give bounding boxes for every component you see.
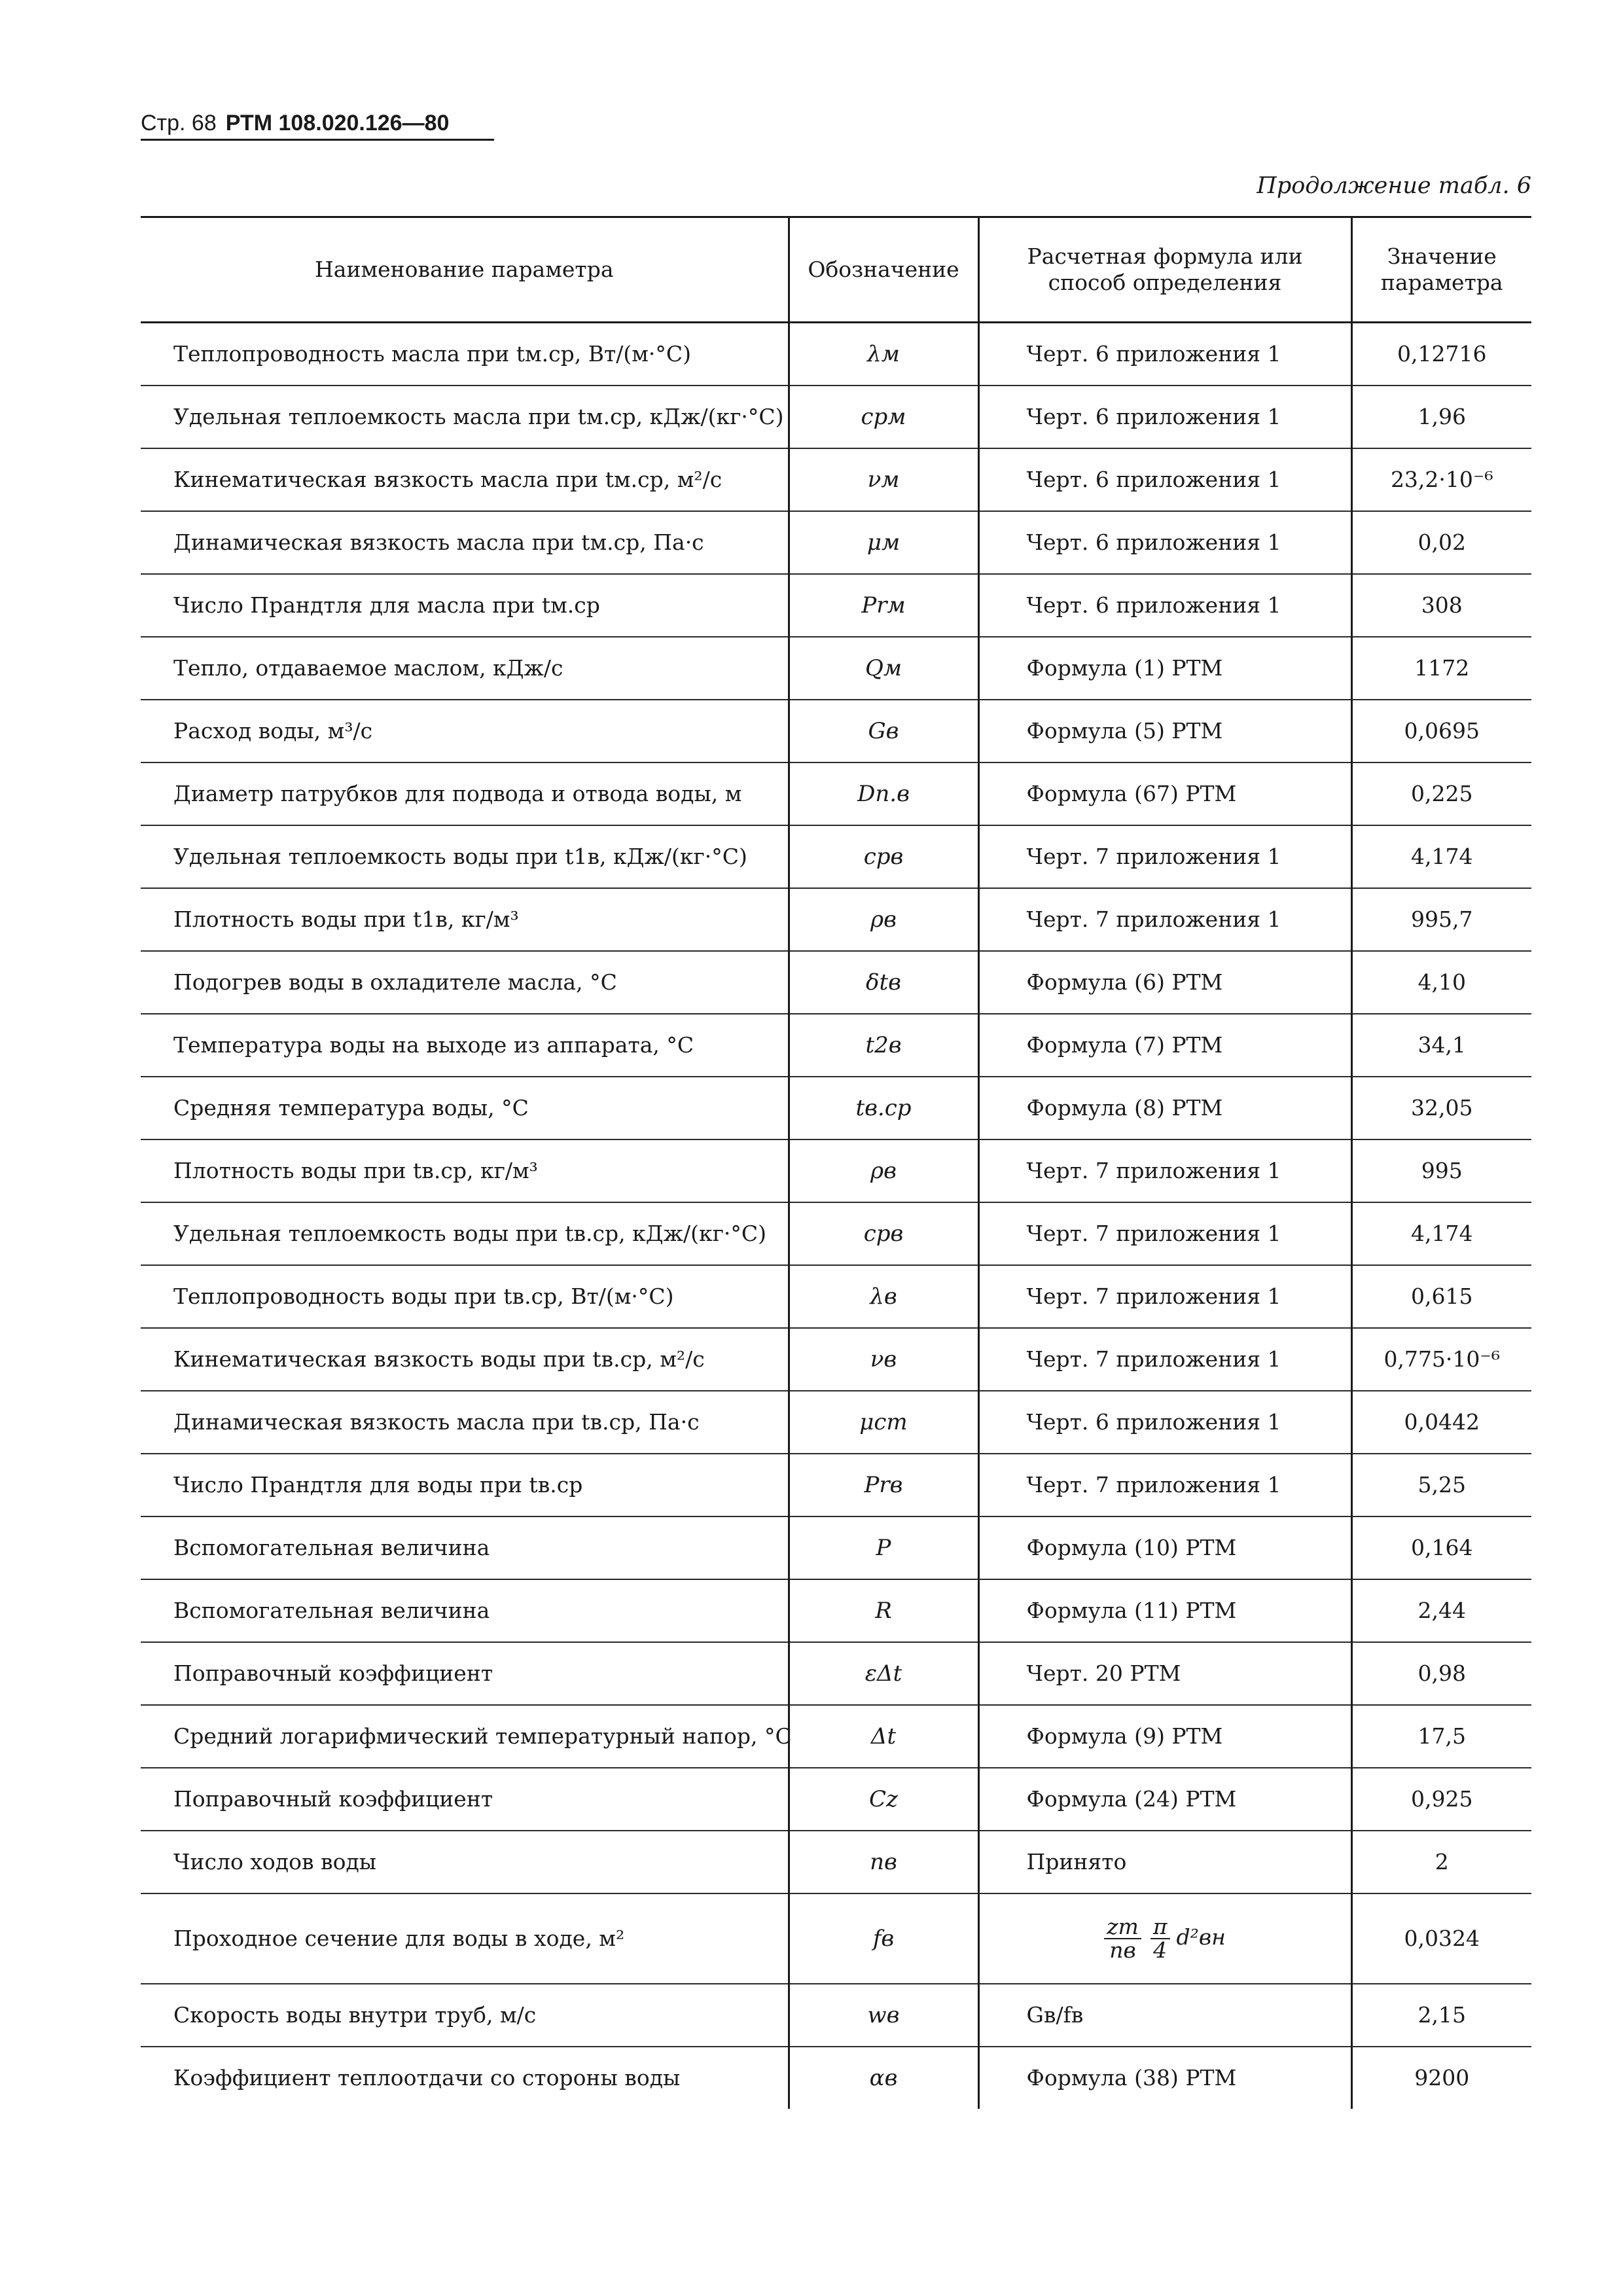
table-body [141, 323, 1531, 2109]
parameter-symbol: Prм [789, 574, 978, 637]
parameter-value: 0,615 [1351, 1265, 1531, 1328]
parameter-value: 0,775·10⁻⁶ [1351, 1328, 1531, 1391]
parameter-value: 17,5 [1351, 1705, 1531, 1768]
parameter-method: Черт. 7 приложения 1 [978, 1202, 1351, 1265]
table-row [141, 1139, 1531, 1202]
parameter-method: Черт. 7 приложения 1 [978, 1328, 1351, 1391]
parameter-method: Черт. 7 приложения 1 [978, 1265, 1351, 1328]
parameter-value: 9200 [1351, 2047, 1531, 2109]
parameter-symbol: ρв [789, 1139, 978, 1202]
parameter-method: Принято [978, 1831, 1351, 1893]
parameter-name: Плотность воды при tв.ср, кг/м³ [141, 1139, 789, 1202]
parameters-table [141, 216, 1531, 2109]
table-row [141, 1328, 1531, 1391]
parameter-method: Формула (7) РТМ [978, 1014, 1351, 1077]
table-row [141, 1642, 1531, 1705]
table-row [141, 1516, 1531, 1579]
parameter-value: 0,98 [1351, 1642, 1531, 1705]
parameter-symbol: cpм [789, 386, 978, 448]
parameter-value: 308 [1351, 574, 1531, 637]
parameter-value: 0,12716 [1351, 323, 1531, 386]
table-row [141, 448, 1531, 511]
parameter-name: Кинематическая вязкость воды при tв.ср, м²/с [141, 1328, 789, 1391]
parameter-name: Вспомогательная величина [141, 1516, 789, 1579]
table-row [141, 1202, 1531, 1265]
parameter-value: 995,7 [1351, 888, 1531, 951]
parameter-method: Черт. 6 приложения 1 [978, 323, 1351, 386]
table-row [141, 1893, 1531, 1984]
parameter-name: Диаметр патрубков для подвода и отвода воды, м [141, 762, 789, 825]
parameter-symbol: Cz [789, 1768, 978, 1831]
table-row [141, 1077, 1531, 1139]
parameter-value: 23,2·10⁻⁶ [1351, 448, 1531, 511]
parameter-method: Черт. 6 приложения 1 [978, 1391, 1351, 1454]
parameter-name: Удельная теплоемкость масла при tм.ср, кДж/(кг·°С) [141, 386, 789, 448]
parameter-value: 4,10 [1351, 951, 1531, 1014]
table-row [141, 825, 1531, 888]
table-continuation-label: Продолжение табл. 6 [1257, 173, 1531, 199]
parameter-symbol: νв [789, 1328, 978, 1391]
parameter-method: Черт. 6 приложения 1 [978, 511, 1351, 574]
page-number: Стр. 68 [141, 111, 217, 135]
parameter-method: Формула (24) РТМ [978, 1768, 1351, 1831]
parameter-name: Число ходов воды [141, 1831, 789, 1893]
parameter-value: 2,15 [1351, 1984, 1531, 2047]
parameter-method: Черт. 6 приложения 1 [978, 386, 1351, 448]
parameter-value: 0,0695 [1351, 700, 1531, 762]
parameter-value: 34,1 [1351, 1014, 1531, 1077]
formula-denominator: nв [1109, 1937, 1136, 1963]
parameter-name: Удельная теплоемкость воды при t1в, кДж/(кг·°С) [141, 825, 789, 888]
parameter-name: Теплопроводность воды при tв.ср, Вт/(м·°С) [141, 1265, 789, 1328]
table-row [141, 574, 1531, 637]
parameter-method: Формула (11) РТМ [978, 1579, 1351, 1642]
parameter-method: Формула (1) РТМ [978, 637, 1351, 700]
parameter-symbol: tв.ср [789, 1077, 978, 1139]
table-row [141, 386, 1531, 448]
table-row [141, 951, 1531, 1014]
parameter-name: Динамическая вязкость масла при tм.ср, Па·с [141, 511, 789, 574]
parameter-value: 5,25 [1351, 1454, 1531, 1516]
parameter-value: 0,925 [1351, 1768, 1531, 1831]
parameter-value: 1172 [1351, 637, 1531, 700]
parameter-value: 995 [1351, 1139, 1531, 1202]
parameter-name: Коэффициент теплоотдачи со стороны воды [173, 2065, 681, 2090]
table-row [141, 1768, 1531, 1831]
parameter-name: Расход воды, м³/с [141, 700, 789, 762]
parameter-name: Проходное сечение для воды в ходе, м² [141, 1893, 789, 1984]
table-row [141, 1831, 1531, 1893]
parameter-symbol: ρв [789, 888, 978, 951]
parameter-symbol: Gв [789, 700, 978, 762]
parameter-symbol: fв [789, 1893, 978, 1984]
parameter-method: Формула (9) РТМ [978, 1705, 1351, 1768]
parameter-symbol: wв [789, 1984, 978, 2047]
parameter-value: 2,44 [1351, 1579, 1531, 1642]
parameter-name: Удельная теплоемкость воды при tв.ср, кДж/(кг·°С) [141, 1202, 789, 1265]
parameter-value: 1,96 [1351, 386, 1531, 448]
parameter-name: Тепло, отдаваемое маслом, кДж/с [141, 637, 789, 700]
parameter-name: Теплопроводность масла при tм.ср, Вт/(м·°С) [141, 323, 789, 386]
parameter-method: Черт. 7 приложения 1 [978, 1139, 1351, 1202]
parameter-symbol: P [789, 1516, 978, 1579]
parameter-name: Кинематическая вязкость масла при tм.ср, м²/с [141, 448, 789, 511]
parameter-method: Формула (67) РТМ [978, 762, 1351, 825]
parameter-value: 4,174 [1351, 1202, 1531, 1265]
table-row [141, 323, 1531, 386]
table-row [141, 1984, 1531, 2047]
parameter-method: Черт. 7 приложения 1 [978, 1454, 1351, 1516]
table-row [141, 1454, 1531, 1516]
parameter-method: Черт. 6 приложения 1 [978, 574, 1351, 637]
parameter-symbol: αв [789, 2047, 978, 2109]
table-header-row [141, 217, 1531, 323]
parameter-method: Формула (6) РТМ [978, 951, 1351, 1014]
header-rule [141, 139, 494, 141]
parameter-method: Черт. 6 приложения 1 [978, 448, 1351, 511]
parameter-name: Скорость воды внутри труб, м/с [141, 1984, 789, 2047]
parameter-name: Число Прандтля для воды при tв.ср [141, 1454, 789, 1516]
document-code: РТМ 108.020.126—80 [225, 111, 450, 135]
parameter-symbol: λв [789, 1265, 978, 1328]
parameter-method: Формула (38) РТМ [978, 2047, 1351, 2109]
column-header-name: Наименование параметра [141, 217, 789, 323]
parameter-symbol: Prв [789, 1454, 978, 1516]
column-header-value: Значение параметра [1351, 217, 1531, 323]
parameter-name: Число Прандтля для масла при tм.ср [141, 574, 789, 637]
parameter-symbol: μст [789, 1391, 978, 1454]
column-header-symbol: Обозначение [789, 217, 978, 323]
table-row [141, 1705, 1531, 1768]
parameter-name: Температура воды на выходе из аппарата, °С [141, 1014, 789, 1077]
parameter-name: Динамическая вязкость масла при tв.ср, Па·с [141, 1391, 789, 1454]
parameter-symbol: nв [789, 1831, 978, 1893]
table-row [141, 888, 1531, 951]
parameter-symbol: δtв [789, 951, 978, 1014]
parameter-method: Формула (10) РТМ [978, 1516, 1351, 1579]
parameter-method: Gв/fв [978, 1984, 1351, 2047]
parameter-value: 0,0324 [1351, 1893, 1531, 1984]
formula-tail: d²вн [1176, 1924, 1226, 1950]
parameter-value: 4,174 [1351, 825, 1531, 888]
formula-fraction [1150, 1916, 1170, 1962]
parameter-symbol: Qм [789, 637, 978, 700]
table-row [141, 762, 1531, 825]
parameter-method: Формула (5) РТМ [978, 700, 1351, 762]
parameter-symbol: εΔt [789, 1642, 978, 1705]
parameter-name: Средняя температура воды, °С [141, 1077, 789, 1139]
table-row [141, 637, 1531, 700]
parameter-symbol: μм [789, 511, 978, 574]
table-row [141, 1391, 1531, 1454]
table-row [141, 700, 1531, 762]
parameter-name: Поправочный коэффициент [141, 1768, 789, 1831]
parameter-value: 2 [1351, 1831, 1531, 1893]
parameter-name: Поправочный коэффициент [141, 1642, 789, 1705]
table-row [141, 2047, 1531, 2109]
parameter-symbol: Dп.в [789, 762, 978, 825]
parameter-name: Подогрев воды в охладителе масла, °С [141, 951, 789, 1014]
parameter-symbol: cpв [789, 825, 978, 888]
parameter-value: 0,164 [1351, 1516, 1531, 1579]
parameter-method: Черт. 20 РТМ [978, 1642, 1351, 1705]
parameter-value: 0,02 [1351, 511, 1531, 574]
parameter-value: 0,225 [1351, 762, 1531, 825]
table-row [141, 1265, 1531, 1328]
parameter-method: Черт. 7 приложения 1 [978, 825, 1351, 888]
parameter-symbol: cpв [789, 1202, 978, 1265]
formula-fraction [1104, 1916, 1141, 1962]
parameter-name: Средний логарифмический температурный напор, °С [141, 1705, 789, 1768]
parameter-symbol: νм [789, 448, 978, 511]
formula-denominator: 4 [1153, 1937, 1168, 1963]
parameter-symbol: Δt [789, 1705, 978, 1768]
parameter-method: Черт. 7 приложения 1 [978, 888, 1351, 951]
table-row [141, 511, 1531, 574]
parameter-symbol: R [789, 1579, 978, 1642]
column-header-method: Расчетная формула или способ определения [978, 217, 1351, 323]
formula-numerator: π [1150, 1916, 1170, 1939]
page-header [141, 110, 449, 136]
parameter-symbol: t2в [789, 1014, 978, 1077]
table-row [141, 1579, 1531, 1642]
parameter-name: Плотность воды при t1в, кг/м³ [141, 888, 789, 951]
parameter-value: 0,0442 [1351, 1391, 1531, 1454]
parameter-name: Вспомогательная величина [141, 1579, 789, 1642]
formula-numerator: zт [1104, 1916, 1141, 1939]
parameter-method [978, 1893, 1351, 1984]
parameter-method: Формула (8) РТМ [978, 1077, 1351, 1139]
parameter-symbol: λм [789, 323, 978, 386]
parameter-value: 32,05 [1351, 1077, 1531, 1139]
table-row [141, 1014, 1531, 1077]
